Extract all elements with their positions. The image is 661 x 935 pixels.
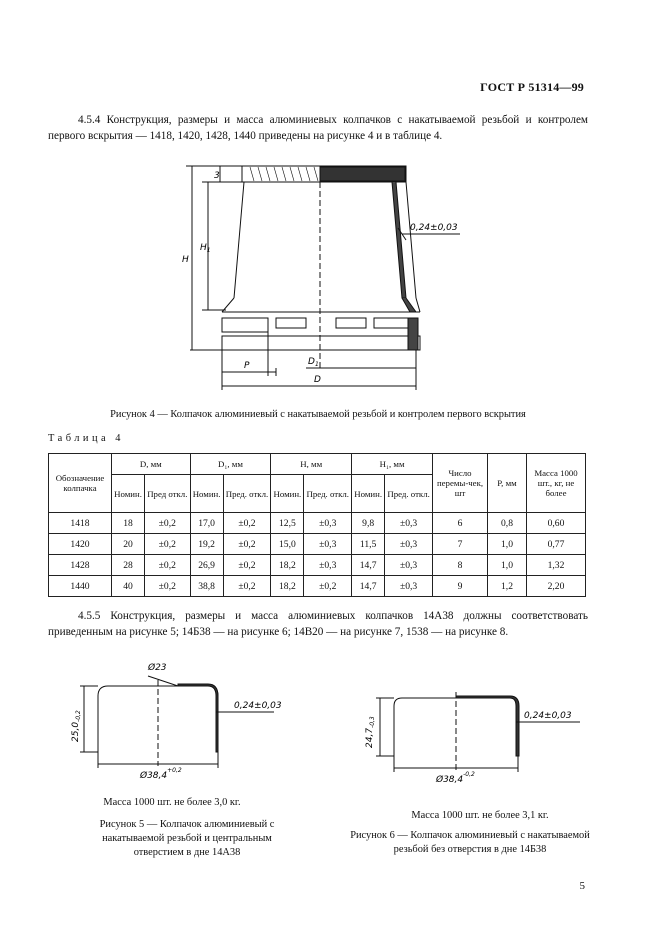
- table-cell-perf: 6: [433, 513, 488, 534]
- table-row: [49, 513, 586, 534]
- dim-p-label: P: [244, 361, 250, 371]
- figure-6-caption: Рисунок 6 — Колпачок алюминиевый с накатываемой резьбой без отверстия в дне 14Б38: [350, 830, 590, 855]
- table-cell-d: 20: [112, 534, 145, 555]
- table-cell-d_dev: ±0,2: [145, 555, 191, 576]
- table-cell-d1: 19,2: [190, 534, 223, 555]
- dim-d-label: D: [314, 375, 321, 385]
- fig5-mass: Масса 1000 шт. не более 3,0 кг.: [103, 797, 241, 808]
- th-dev: Пред. откл.: [304, 475, 352, 513]
- table-cell-h: 18,2: [271, 576, 304, 597]
- table-cell-name: 1420: [49, 534, 112, 555]
- table-cell-h1: 11,5: [352, 534, 385, 555]
- table-cell-mass: 1,32: [527, 555, 586, 576]
- table-cell-h1: 14,7: [352, 555, 385, 576]
- th-h1: H₁, мм: [352, 454, 433, 475]
- table-cell-h1: 14,7: [352, 576, 385, 597]
- table-cell-p: 1,0: [488, 534, 527, 555]
- fig6-diam-label: $Ø38,4^{-0,2}$: [436, 771, 475, 785]
- table-cell-d_dev: ±0,2: [145, 576, 191, 597]
- table-cell-h: 15,0: [271, 534, 304, 555]
- table-cell-mass: 0,60: [527, 513, 586, 534]
- figure-4-caption: Рисунок 4 — Колпачок алюминиевый с накатываемой резьбой и контролем первого вскрытия: [110, 409, 526, 420]
- table-4: [48, 453, 586, 597]
- cap-body: [234, 182, 416, 298]
- table-row: [49, 534, 586, 555]
- th-h: H, мм: [271, 454, 352, 475]
- table-cell-perf: 9: [433, 576, 488, 597]
- table-cell-d1: 26,9: [190, 555, 223, 576]
- figure-6-drawing: [340, 690, 590, 790]
- table-cell-h1_dev: ±0,3: [385, 576, 433, 597]
- th-p: P, мм: [488, 454, 527, 513]
- th-perf: Число перемы-чек, шт: [433, 454, 488, 513]
- th-d1: D₁, мм: [190, 454, 271, 475]
- dim-h1-label: $H_1$: [200, 243, 211, 254]
- table-cell-h1_dev: ±0,3: [385, 555, 433, 576]
- table-cell-name: 1440: [49, 576, 112, 597]
- paragraph-4-5-4: 4.5.4 Конструкция, размеры и масса алюминиевых колпачков с накатываемой резьбой и контролем первого вскрытия — 1418, 1420, 1428, 1440 приведены на рисунке 4 и в таблице 4.: [48, 114, 588, 142]
- dim-thickness-label: 0,24±0,03: [410, 223, 458, 233]
- fig5-hole-label: Ø23: [148, 663, 167, 673]
- table-row: [49, 576, 586, 597]
- table-cell-perf: 8: [433, 555, 488, 576]
- th-dev: Пред. откл.: [385, 475, 433, 513]
- table-cell-d_dev: ±0,2: [145, 534, 191, 555]
- figure-5-drawing: [60, 656, 300, 786]
- table-cell-h_dev: ±0,2: [304, 576, 352, 597]
- fig6-height-label: $24,7_{-0,3}$: [365, 716, 376, 748]
- table-cell-h1: 9,8: [352, 513, 385, 534]
- table-4-title: Таблица 4: [48, 433, 124, 444]
- table-cell-h1_dev: ±0,3: [385, 534, 433, 555]
- fig5-height-label: $25,0_{-0,2}$: [71, 710, 82, 742]
- page-number: 5: [579, 880, 585, 892]
- table-cell-d: 28: [112, 555, 145, 576]
- table-cell-name: 1428: [49, 555, 112, 576]
- figure-5-caption: Рисунок 5 — Колпачок алюминиевый с накатываемой резьбой и центральным отверстием в дне 14А38: [99, 819, 275, 858]
- standard-header: ГОСТ Р 51314—99: [480, 80, 584, 94]
- knurl-pattern: [250, 167, 318, 181]
- th-dev: Пред. откл.: [223, 475, 271, 513]
- dim-d1-label: $D_1$: [308, 357, 319, 368]
- table-cell-h_dev: ±0,3: [304, 513, 352, 534]
- table-cell-d1_dev: ±0,2: [223, 555, 271, 576]
- table-cell-d1: 38,8: [190, 576, 223, 597]
- table-cell-perf: 7: [433, 534, 488, 555]
- th-nom: Номин.: [352, 475, 385, 513]
- table-row: [49, 555, 586, 576]
- th-dev: Пред откл.: [145, 475, 191, 513]
- table-cell-d1_dev: ±0,2: [223, 513, 271, 534]
- table-cell-mass: 2,20: [527, 576, 586, 597]
- th-nom: Номин.: [190, 475, 223, 513]
- th-d: D, мм: [112, 454, 191, 475]
- dim-3-label: 3: [214, 171, 220, 181]
- fig5-thickness-label: 0,24±0,03: [234, 701, 282, 711]
- table-cell-mass: 0,77: [527, 534, 586, 555]
- th-nom: Номин.: [271, 475, 304, 513]
- dim-h-label: H: [182, 255, 189, 265]
- table-cell-p: 1,2: [488, 576, 527, 597]
- paragraph-4-5-5: 4.5.5 Конструкция, размеры и масса алюминиевых колпачков 14А38 должны соответствовать приведенным на рисунке 5; 14Б38 — на рисунке 6; 14В20 — на рисунке 7, 1538 — на рисунке 8.: [48, 610, 588, 638]
- table-cell-name: 1418: [49, 513, 112, 534]
- wall-section: [392, 182, 406, 298]
- table-cell-d_dev: ±0,2: [145, 513, 191, 534]
- table-cell-h: 18,2: [271, 555, 304, 576]
- th-mass: Масса 1000 шт., кг, не более: [527, 454, 586, 513]
- table-cell-d1: 17,0: [190, 513, 223, 534]
- fig6-mass: Масса 1000 шт. не более 3,1 кг.: [411, 810, 549, 821]
- knurl-section: [320, 167, 405, 181]
- table-cell-d: 18: [112, 513, 145, 534]
- table-cell-d1_dev: ±0,2: [223, 534, 271, 555]
- table-cell-h: 12,5: [271, 513, 304, 534]
- table-cell-p: 0,8: [488, 513, 527, 534]
- table-cell-h1_dev: ±0,3: [385, 513, 433, 534]
- table-cell-h_dev: ±0,3: [304, 534, 352, 555]
- table-cell-d: 40: [112, 576, 145, 597]
- th-nom: Номин.: [112, 475, 145, 513]
- figure-4-drawing: [170, 158, 470, 398]
- table-cell-d1_dev: ±0,2: [223, 576, 271, 597]
- table-cell-p: 1,0: [488, 555, 527, 576]
- th-designation: Обозначение колпачка: [49, 454, 112, 513]
- table-cell-h_dev: ±0,3: [304, 555, 352, 576]
- fig6-thickness-label: 0,24±0,03: [524, 711, 572, 721]
- fig5-diam-label: $Ø38,4^{+0,2}$: [140, 767, 182, 781]
